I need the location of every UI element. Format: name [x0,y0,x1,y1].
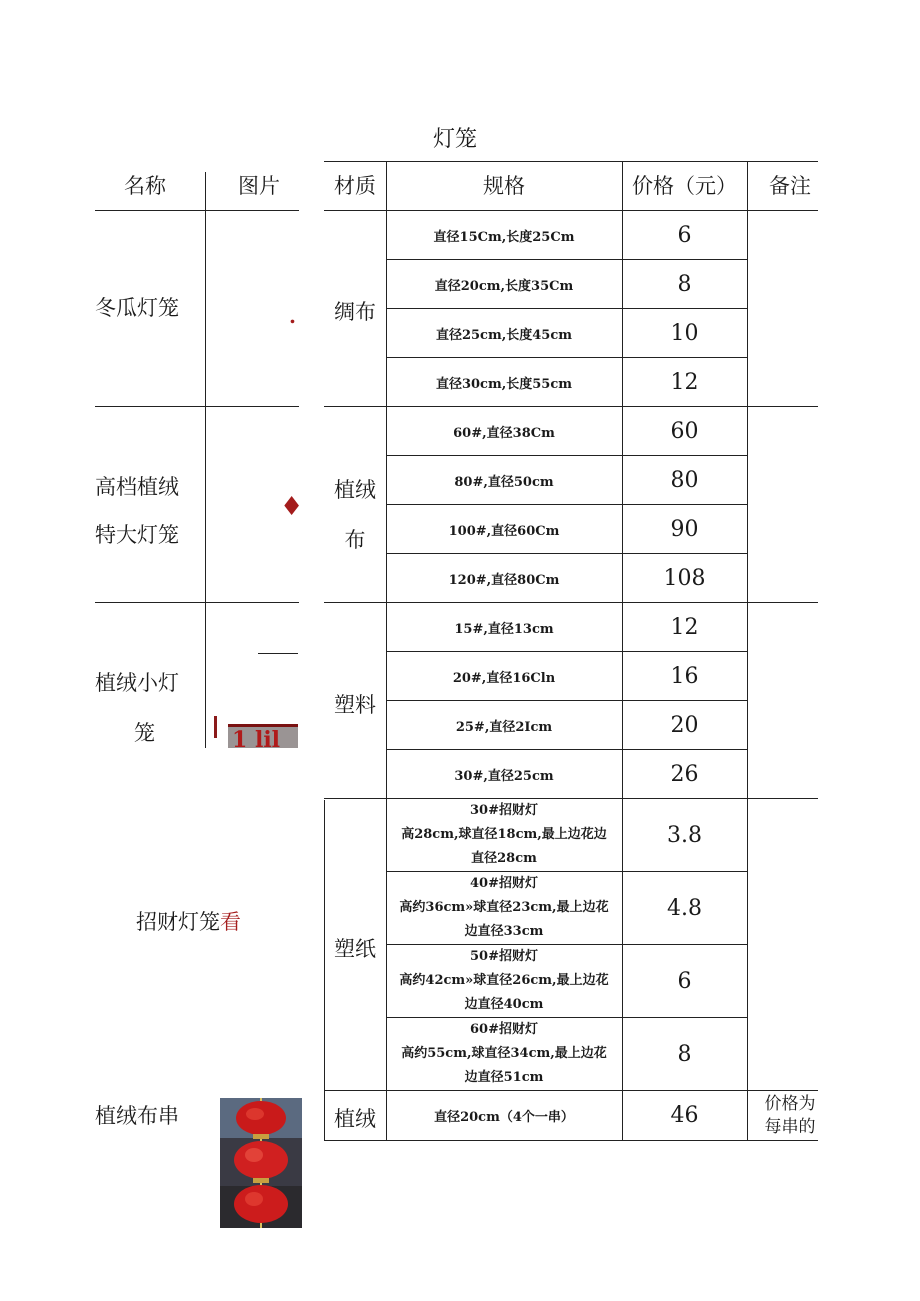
spec-cell: 80#,直径50cm [454,474,554,490]
left-table-line [95,602,299,603]
image-fragment-bar [214,716,217,738]
col-divider [747,161,748,1140]
price-cell: 8 [677,271,692,297]
lantern-image-fragment: 1 lil [228,724,298,748]
price-cell: 8 [677,1041,692,1067]
price-cell: 46 [670,1103,699,1128]
price-cell: 12 [670,369,699,395]
product-image-placeholder: . [289,304,296,328]
table-top-line [324,161,818,162]
table-bottom-line [324,1140,818,1141]
product-name: 特大灯笼 [95,523,179,547]
price-cell: 6 [677,222,692,248]
price-cell: 90 [670,516,699,542]
note-cell: 价格为 每串的 [764,1094,816,1137]
header-price: 价格（元） [632,174,737,198]
diamond-icon: ♦ [280,492,304,522]
spec-cell: 直径30cm,长度55cm [435,376,573,392]
left-table-line [95,406,299,407]
price-cell: 20 [670,712,699,738]
price-cell: 60 [670,418,699,444]
spec-cell: 直径25cm,长度45cm [435,327,573,343]
spec-cell: 25#,直径2Icm [455,719,553,735]
header-material: 材质 [334,174,376,198]
product-name: 植绒小灯 [95,671,179,695]
spec-cell: 50#招财灯 高约42cm»球直径26cm,最上边花 边直径40cm [399,949,609,1012]
spec-cell: 60#,直径38Cm [453,425,555,441]
price-cell: 16 [670,663,699,689]
spec-cell: 20#,直径16Cln [452,670,556,686]
price-cell: 108 [663,565,706,591]
material-cell: 植绒 [334,478,376,502]
red-lanterns-photo [220,1098,302,1228]
spec-cell: 直径20cm（4个一串） [434,1110,574,1125]
spec-cell: 120#,直径80Cm [448,572,560,588]
header-name: 名称 [124,174,166,198]
price-cell: 26 [670,761,699,787]
spec-cell: 60#招财灯 高约55cm,球直径34cm,最上边花 边直径51cm [401,1022,607,1085]
product-name: 笼 [134,721,155,745]
price-cell: 10 [670,320,699,346]
material-cell: 植绒 [334,1107,376,1131]
spec-cell: 30#招财灯 高28cm,球直径18cm,最上边花边 直径28cm [401,803,607,866]
product-name: 植绒布串 [95,1104,179,1128]
product-name: 招财灯笼看 [136,910,241,934]
header-spec: 规格 [483,174,525,198]
material-cell: 绸布 [334,300,376,324]
product-name: 冬瓜灯笼 [95,296,179,320]
image-fragment-line [258,653,298,654]
price-cell: 6 [677,968,692,994]
price-cell: 12 [670,614,699,640]
left-table-line [95,210,299,211]
left-table-divider [205,172,206,748]
spec-cell: 100#,直径60Cm [448,523,560,539]
page-title: 灯笼 [432,127,477,152]
material-cell: 塑料 [334,693,376,717]
header-image: 图片 [238,174,280,198]
spec-cell: 15#,直径13cm [454,621,554,637]
product-name: 高档植绒 [95,475,179,499]
spec-cell: 30#,直径25cm [454,768,554,784]
table-left-border [324,800,325,1140]
price-cell: 3.8 [667,822,702,848]
material-cell: 塑纸 [334,937,376,961]
spec-cell: 直径15Cm,长度25Cm [433,229,575,245]
price-cell: 80 [670,467,699,493]
spec-cell: 直径20cm,长度35Cm [434,278,574,294]
material-cell: 布 [344,528,366,552]
spec-cell: 40#招财灯 高约36cm»球直径23cm,最上边花 边直径33cm [399,876,609,939]
price-cell: 4.8 [667,895,702,921]
header-note: 备注 [769,174,811,198]
